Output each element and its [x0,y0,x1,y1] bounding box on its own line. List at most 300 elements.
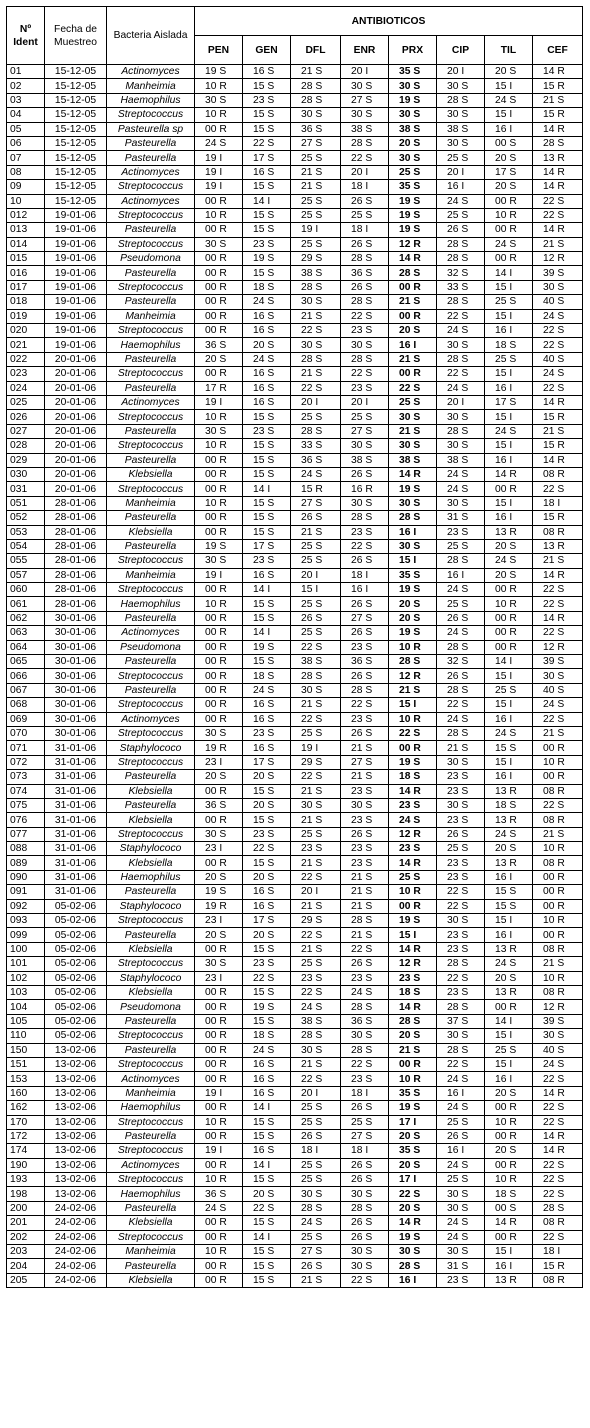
value-cell-enr: 22 S [341,151,389,165]
value-cell-enr: 22 S [341,367,389,381]
value-cell-til: 16 I [485,324,533,338]
header-antibiotic-dfl: DFL [291,36,341,65]
value-cell-prx: 00 R [389,741,437,755]
value-cell-til: 15 I [485,1029,533,1043]
bacteria-cell: Pasteurella [107,928,195,942]
ident-cell: 057 [7,568,45,582]
value-cell-dfl: 25 S [291,208,341,222]
value-cell-gen: 22 S [243,136,291,150]
value-cell-enr: 26 S [341,280,389,294]
value-cell-enr: 27 S [341,755,389,769]
value-cell-cef: 30 S [533,1029,583,1043]
value-cell-prx: 15 I [389,698,437,712]
value-cell-dfl: 20 I [291,568,341,582]
value-cell-dfl: 25 S [291,1230,341,1244]
value-cell-gen: 20 S [243,928,291,942]
table-row [7,511,583,525]
value-cell-cip: 31 S [437,511,485,525]
table-row [7,611,583,625]
ident-cell: 099 [7,928,45,942]
date-cell: 31-01-06 [45,798,107,812]
ident-cell: 170 [7,1115,45,1129]
value-cell-cef: 21 S [533,424,583,438]
value-cell-gen: 15 S [243,223,291,237]
value-cell-cip: 30 S [437,108,485,122]
value-cell-dfl: 30 S [291,295,341,309]
value-cell-cip: 24 S [437,1072,485,1086]
value-cell-gen: 17 S [243,914,291,928]
value-cell-dfl: 28 S [291,424,341,438]
value-cell-til: 13 R [485,813,533,827]
value-cell-prx: 12 R [389,957,437,971]
bacteria-cell: Pasteurella [107,655,195,669]
date-cell: 20-01-06 [45,424,107,438]
bacteria-cell: Streptococcus [107,410,195,424]
value-cell-cip: 28 S [437,424,485,438]
value-cell-dfl: 30 S [291,108,341,122]
date-cell: 13-02-06 [45,1173,107,1187]
value-cell-cef: 00 R [533,770,583,784]
value-cell-dfl: 21 S [291,180,341,194]
bacteria-cell: Staphylococo [107,899,195,913]
value-cell-gen: 24 S [243,352,291,366]
value-cell-cef: 00 R [533,899,583,913]
value-cell-cef: 13 R [533,539,583,553]
antibiogram-table [6,6,583,1288]
bacteria-cell: Actinomyces [107,194,195,208]
value-cell-cip: 22 S [437,899,485,913]
value-cell-gen: 23 S [243,726,291,740]
date-cell: 05-02-06 [45,899,107,913]
ident-cell: 200 [7,1201,45,1215]
value-cell-enr: 27 S [341,424,389,438]
date-cell: 30-01-06 [45,712,107,726]
value-cell-pen: 00 R [195,467,243,481]
value-cell-prx: 00 R [389,367,437,381]
value-cell-enr: 16 I [341,583,389,597]
value-cell-dfl: 30 S [291,1043,341,1057]
value-cell-pen: 00 R [195,453,243,467]
value-cell-cef: 22 S [533,1173,583,1187]
bacteria-cell: Klebsiella [107,813,195,827]
bacteria-cell: Haemophilus [107,1187,195,1201]
table-row [7,93,583,107]
date-cell: 24-02-06 [45,1230,107,1244]
value-cell-prx: 00 R [389,280,437,294]
value-cell-cip: 32 S [437,655,485,669]
value-cell-til: 15 I [485,698,533,712]
value-cell-dfl: 28 S [291,1201,341,1215]
value-cell-til: 20 S [485,842,533,856]
date-cell: 13-02-06 [45,1072,107,1086]
value-cell-enr: 36 S [341,266,389,280]
ident-cell: 198 [7,1187,45,1201]
date-cell: 20-01-06 [45,395,107,409]
value-cell-pen: 00 R [195,1158,243,1172]
value-cell-gen: 15 S [243,655,291,669]
value-cell-enr: 28 S [341,1201,389,1215]
date-cell: 28-01-06 [45,568,107,582]
value-cell-prx: 21 S [389,295,437,309]
date-cell: 30-01-06 [45,683,107,697]
value-cell-dfl: 38 S [291,655,341,669]
value-cell-pen: 10 R [195,79,243,93]
ident-cell: 103 [7,986,45,1000]
value-cell-dfl: 21 S [291,525,341,539]
value-cell-prx: 19 S [389,914,437,928]
value-cell-prx: 14 R [389,942,437,956]
value-cell-pen: 00 R [195,324,243,338]
value-cell-cef: 22 S [533,597,583,611]
bacteria-cell: Pasteurella [107,885,195,899]
table-row [7,640,583,654]
ident-cell: 105 [7,1014,45,1028]
ident-cell: 065 [7,655,45,669]
value-cell-cip: 16 I [437,1144,485,1158]
value-cell-enr: 22 S [341,539,389,553]
bacteria-cell: Pseudomona [107,1000,195,1014]
value-cell-dfl: 21 S [291,856,341,870]
value-cell-enr: 22 S [341,309,389,323]
value-cell-enr: 28 S [341,252,389,266]
value-cell-prx: 20 S [389,1029,437,1043]
bacteria-cell: Klebsiella [107,467,195,481]
value-cell-enr: 25 S [341,1115,389,1129]
value-cell-pen: 00 R [195,813,243,827]
value-cell-pen: 19 S [195,885,243,899]
value-cell-gen: 23 S [243,424,291,438]
value-cell-cef: 22 S [533,208,583,222]
date-cell: 20-01-06 [45,367,107,381]
table-row [7,1158,583,1172]
value-cell-gen: 14 I [243,1101,291,1115]
value-cell-pen: 00 R [195,295,243,309]
date-cell: 15-12-05 [45,65,107,79]
bacteria-cell: Haemophilus [107,1101,195,1115]
value-cell-gen: 19 S [243,640,291,654]
value-cell-cef: 08 R [533,986,583,1000]
value-cell-gen: 15 S [243,784,291,798]
table-row [7,856,583,870]
value-cell-pen: 19 I [195,151,243,165]
value-cell-prx: 20 S [389,136,437,150]
value-cell-cef: 22 S [533,1158,583,1172]
date-cell: 05-02-06 [45,971,107,985]
value-cell-prx: 30 S [389,439,437,453]
value-cell-gen: 22 S [243,1201,291,1215]
header-ident: Nº Ident [7,7,45,65]
value-cell-cip: 28 S [437,640,485,654]
value-cell-cip: 28 S [437,726,485,740]
value-cell-cip: 23 S [437,784,485,798]
value-cell-dfl: 20 I [291,395,341,409]
value-cell-dfl: 23 S [291,971,341,985]
value-cell-pen: 10 R [195,496,243,510]
value-cell-til: 20 S [485,65,533,79]
bacteria-cell: Klebsiella [107,856,195,870]
value-cell-prx: 28 S [389,1014,437,1028]
value-cell-enr: 25 S [341,208,389,222]
value-cell-prx: 12 R [389,669,437,683]
bacteria-cell: Streptococcus [107,669,195,683]
ident-cell: 030 [7,467,45,481]
ident-cell: 091 [7,885,45,899]
value-cell-enr: 26 S [341,1173,389,1187]
value-cell-til: 16 I [485,770,533,784]
value-cell-gen: 15 S [243,439,291,453]
value-cell-dfl: 25 S [291,726,341,740]
value-cell-prx: 35 S [389,1144,437,1158]
value-cell-gen: 15 S [243,79,291,93]
value-cell-cef: 14 R [533,568,583,582]
table-row [7,1129,583,1143]
value-cell-cip: 38 S [437,453,485,467]
value-cell-cip: 26 S [437,611,485,625]
table-row [7,971,583,985]
value-cell-cip: 26 S [437,669,485,683]
value-cell-cip: 30 S [437,1029,485,1043]
value-cell-gen: 16 S [243,741,291,755]
value-cell-cef: 14 R [533,122,583,136]
value-cell-cip: 24 S [437,1230,485,1244]
value-cell-gen: 16 S [243,381,291,395]
value-cell-til: 15 I [485,1057,533,1071]
value-cell-til: 00 R [485,1129,533,1143]
value-cell-enr: 26 S [341,1158,389,1172]
value-cell-enr: 20 I [341,165,389,179]
value-cell-enr: 28 S [341,352,389,366]
value-cell-cip: 28 S [437,1043,485,1057]
value-cell-cip: 28 S [437,554,485,568]
value-cell-pen: 10 R [195,410,243,424]
bacteria-cell: Haemophilus [107,597,195,611]
value-cell-dfl: 30 S [291,1187,341,1201]
value-cell-cef: 22 S [533,798,583,812]
value-cell-gen: 15 S [243,597,291,611]
bacteria-cell: Streptococcus [107,208,195,222]
bacteria-cell: Pseudomona [107,252,195,266]
value-cell-cip: 30 S [437,496,485,510]
value-cell-til: 24 S [485,957,533,971]
value-cell-prx: 19 S [389,482,437,496]
value-cell-pen: 10 R [195,108,243,122]
value-cell-prx: 21 S [389,424,437,438]
value-cell-dfl: 25 S [291,554,341,568]
value-cell-gen: 15 S [243,108,291,122]
value-cell-prx: 19 S [389,93,437,107]
value-cell-til: 15 I [485,496,533,510]
value-cell-dfl: 28 S [291,93,341,107]
value-cell-gen: 14 I [243,194,291,208]
value-cell-prx: 15 I [389,928,437,942]
table-row [7,108,583,122]
bacteria-cell: Pasteurella [107,266,195,280]
date-cell: 30-01-06 [45,669,107,683]
value-cell-gen: 15 S [243,180,291,194]
ident-cell: 09 [7,180,45,194]
value-cell-til: 15 S [485,741,533,755]
table-row [7,626,583,640]
value-cell-cef: 12 R [533,640,583,654]
date-cell: 20-01-06 [45,482,107,496]
value-cell-cip: 24 S [437,467,485,481]
value-cell-dfl: 21 S [291,942,341,956]
value-cell-dfl: 21 S [291,1273,341,1287]
bacteria-cell: Actinomyces [107,165,195,179]
value-cell-dfl: 25 S [291,151,341,165]
date-cell: 30-01-06 [45,626,107,640]
value-cell-dfl: 19 I [291,223,341,237]
value-cell-prx: 14 R [389,252,437,266]
ident-cell: 063 [7,626,45,640]
date-cell: 13-02-06 [45,1086,107,1100]
value-cell-cip: 26 S [437,1129,485,1143]
value-cell-dfl: 28 S [291,79,341,93]
value-cell-cip: 16 I [437,180,485,194]
value-cell-til: 14 R [485,467,533,481]
table-row [7,237,583,251]
value-cell-gen: 15 S [243,511,291,525]
value-cell-prx: 10 R [389,712,437,726]
table-row [7,410,583,424]
value-cell-enr: 23 S [341,712,389,726]
bacteria-cell: Pasteurella [107,611,195,625]
value-cell-cip: 32 S [437,266,485,280]
page [6,6,583,1288]
value-cell-enr: 23 S [341,1072,389,1086]
value-cell-gen: 14 I [243,482,291,496]
value-cell-prx: 20 S [389,1158,437,1172]
table-row [7,755,583,769]
value-cell-enr: 23 S [341,640,389,654]
value-cell-dfl: 28 S [291,1029,341,1043]
value-cell-cef: 24 S [533,309,583,323]
value-cell-pen: 20 S [195,770,243,784]
value-cell-cip: 26 S [437,827,485,841]
value-cell-dfl: 26 S [291,1259,341,1273]
bacteria-cell: Staphylococo [107,971,195,985]
value-cell-enr: 38 S [341,453,389,467]
table-row [7,367,583,381]
value-cell-dfl: 25 S [291,539,341,553]
ident-cell: 023 [7,367,45,381]
value-cell-cef: 15 R [533,108,583,122]
value-cell-cef: 12 R [533,1000,583,1014]
value-cell-pen: 10 R [195,1173,243,1187]
bacteria-cell: Streptococcus [107,1173,195,1187]
value-cell-prx: 20 S [389,1129,437,1143]
value-cell-gen: 16 S [243,309,291,323]
table-row [7,280,583,294]
table-row [7,151,583,165]
value-cell-dfl: 25 S [291,597,341,611]
value-cell-pen: 23 I [195,914,243,928]
value-cell-cip: 25 S [437,842,485,856]
value-cell-gen: 23 S [243,93,291,107]
value-cell-pen: 00 R [195,784,243,798]
value-cell-gen: 16 S [243,885,291,899]
value-cell-cef: 22 S [533,194,583,208]
value-cell-cip: 30 S [437,798,485,812]
table-row [7,65,583,79]
value-cell-gen: 15 S [243,1173,291,1187]
header-fecha: Fecha de Muestreo [45,7,107,65]
value-cell-cip: 23 S [437,928,485,942]
table-row [7,180,583,194]
date-cell: 15-12-05 [45,79,107,93]
ident-cell: 015 [7,252,45,266]
value-cell-cip: 28 S [437,1000,485,1014]
value-cell-cef: 08 R [533,784,583,798]
value-cell-gen: 16 S [243,1057,291,1071]
ident-cell: 089 [7,856,45,870]
ident-cell: 014 [7,237,45,251]
ident-cell: 027 [7,424,45,438]
value-cell-pen: 10 R [195,597,243,611]
ident-cell: 102 [7,971,45,985]
ident-cell: 205 [7,1273,45,1287]
value-cell-dfl: 28 S [291,352,341,366]
value-cell-enr: 28 S [341,136,389,150]
value-cell-cef: 40 S [533,683,583,697]
value-cell-prx: 28 S [389,1259,437,1273]
table-row [7,1072,583,1086]
value-cell-pen: 00 R [195,712,243,726]
value-cell-prx: 35 S [389,568,437,582]
value-cell-til: 10 R [485,1173,533,1187]
value-cell-pen: 00 R [195,669,243,683]
value-cell-enr: 18 I [341,1086,389,1100]
value-cell-pen: 19 S [195,539,243,553]
value-cell-enr: 26 S [341,669,389,683]
value-cell-prx: 19 S [389,194,437,208]
value-cell-cip: 30 S [437,136,485,150]
value-cell-gen: 15 S [243,1129,291,1143]
value-cell-gen: 20 S [243,338,291,352]
ident-cell: 100 [7,942,45,956]
value-cell-prx: 10 R [389,640,437,654]
value-cell-enr: 38 S [341,122,389,136]
table-row [7,1101,583,1115]
value-cell-til: 00 R [485,194,533,208]
value-cell-cip: 30 S [437,79,485,93]
table-row [7,525,583,539]
date-cell: 31-01-06 [45,770,107,784]
value-cell-cip: 23 S [437,525,485,539]
value-cell-til: 16 I [485,453,533,467]
ident-cell: 021 [7,338,45,352]
value-cell-gen: 14 I [243,1230,291,1244]
ident-cell: 067 [7,683,45,697]
value-cell-cef: 22 S [533,381,583,395]
ident-cell: 203 [7,1245,45,1259]
value-cell-til: 18 S [485,338,533,352]
date-cell: 15-12-05 [45,180,107,194]
value-cell-pen: 00 R [195,942,243,956]
value-cell-prx: 28 S [389,511,437,525]
value-cell-cef: 39 S [533,655,583,669]
date-cell: 13-02-06 [45,1144,107,1158]
date-cell: 20-01-06 [45,453,107,467]
ident-cell: 062 [7,611,45,625]
value-cell-til: 00 S [485,1201,533,1215]
table-row [7,813,583,827]
value-cell-prx: 30 S [389,108,437,122]
ident-cell: 110 [7,1029,45,1043]
table-row [7,885,583,899]
value-cell-prx: 35 S [389,1086,437,1100]
ident-cell: 052 [7,511,45,525]
